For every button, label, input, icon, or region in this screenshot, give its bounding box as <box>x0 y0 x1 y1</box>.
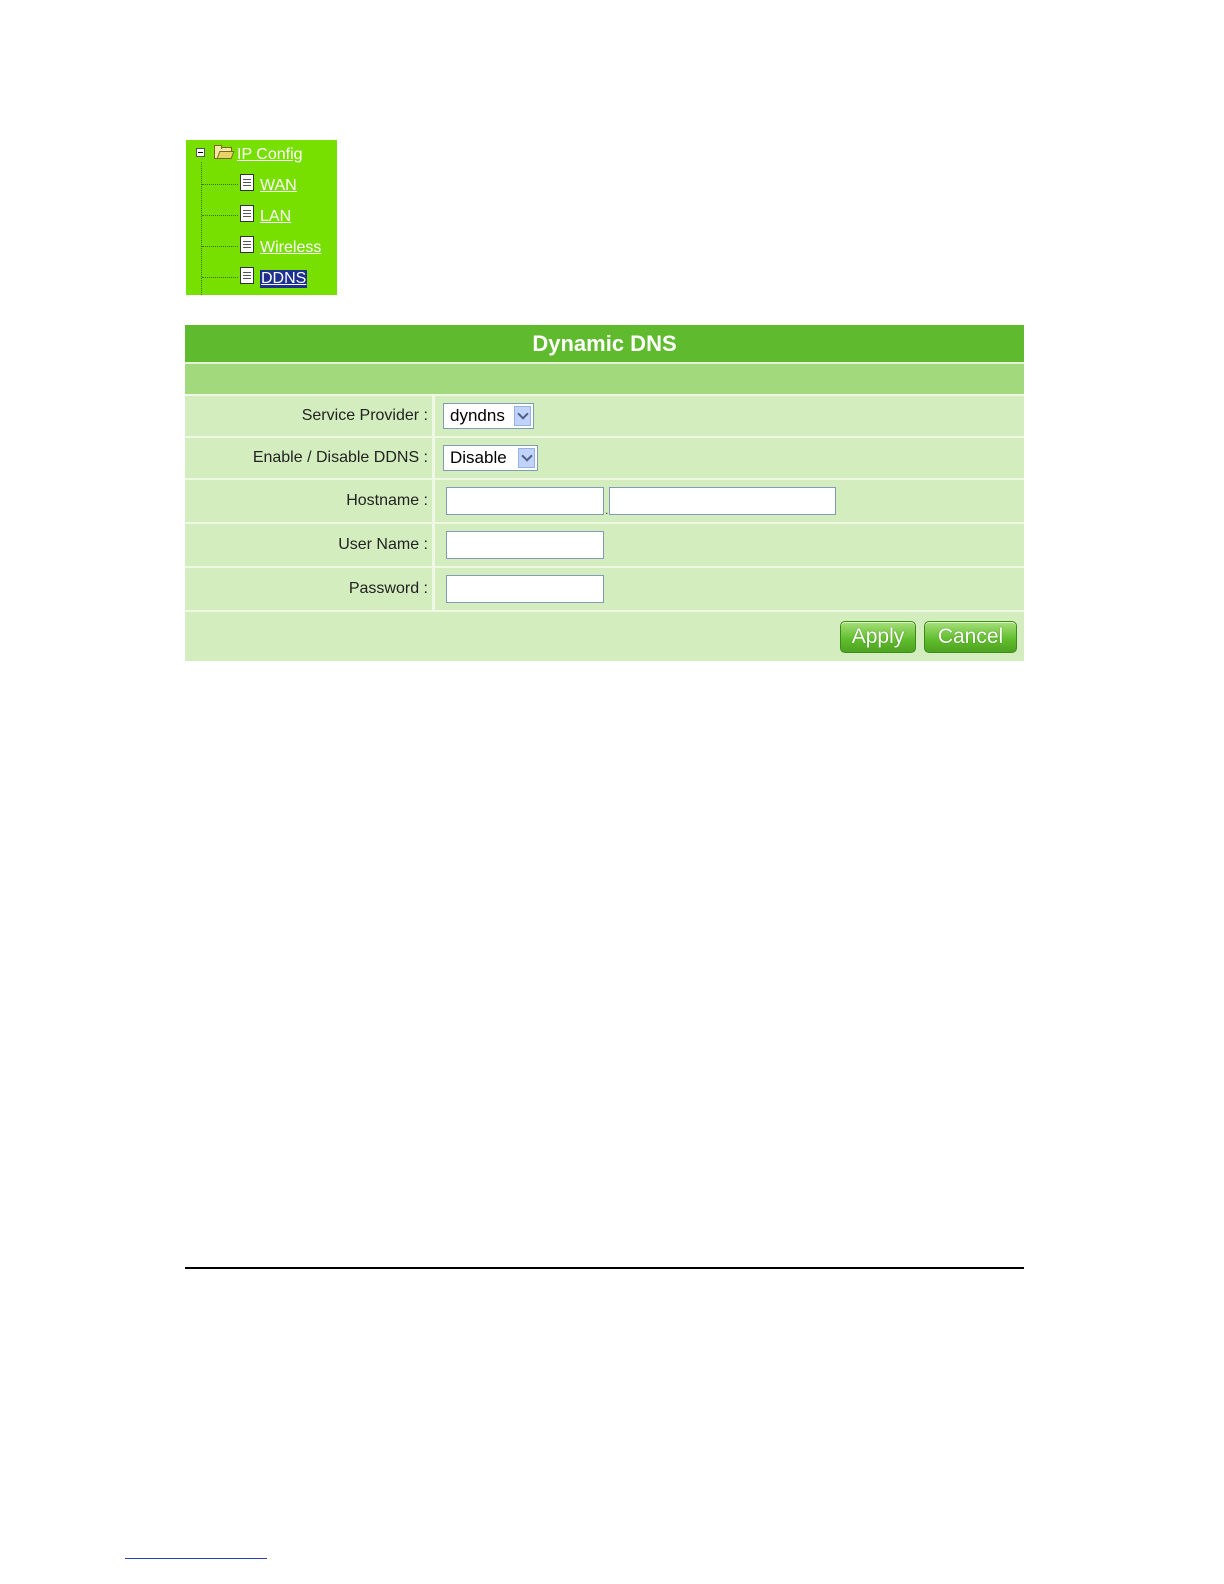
document-icon <box>240 174 254 191</box>
tree-connector <box>202 184 238 185</box>
tree-item-label[interactable]: LAN <box>260 208 292 225</box>
document-icon <box>240 205 254 222</box>
chevron-down-icon[interactable] <box>518 448 535 468</box>
service-provider-select[interactable] <box>443 403 534 429</box>
tree-item-label[interactable]: Wireless <box>260 239 322 256</box>
tree-connector <box>201 162 202 295</box>
nav-tree <box>186 140 337 295</box>
tree-connector <box>202 215 238 216</box>
username-label: User Name : <box>338 536 428 553</box>
footer-link-underline <box>125 1558 267 1559</box>
hostname-input[interactable] <box>446 487 604 515</box>
password-input[interactable] <box>446 575 604 603</box>
header-spacer <box>185 362 1024 394</box>
panel-title: Dynamic DNS <box>185 325 1024 362</box>
username-row <box>185 522 1024 566</box>
tree-connector <box>202 246 238 247</box>
cancel-button[interactable]: Cancel <box>924 621 1017 653</box>
hostname-separator: . <box>605 503 609 517</box>
service-provider-value: dyndns <box>450 406 505 425</box>
chevron-down-icon[interactable] <box>514 406 531 426</box>
page-divider <box>185 1267 1024 1269</box>
apply-button[interactable]: Apply <box>840 621 916 653</box>
service-provider-row <box>185 394 1024 436</box>
hostname-row <box>185 478 1024 522</box>
hostname-label: Hostname : <box>346 492 428 509</box>
tree-connector <box>202 277 238 278</box>
button-row <box>185 610 1024 661</box>
tree-item-label[interactable]: WAN <box>260 177 297 194</box>
password-label: Password : <box>348 580 428 597</box>
enable-ddns-value: Disable <box>450 448 507 467</box>
collapse-icon[interactable] <box>196 148 205 157</box>
domain-input[interactable] <box>609 487 836 515</box>
service-provider-label: Service Provider : <box>301 407 428 424</box>
enable-ddns-label: Enable / Disable DDNS : <box>252 449 428 466</box>
document-icon <box>240 267 254 284</box>
tree-item-label[interactable]: DDNS <box>261 270 307 287</box>
document-icon <box>240 236 254 253</box>
ddns-panel <box>185 325 1024 661</box>
enable-ddns-select[interactable] <box>443 445 538 471</box>
password-row <box>185 566 1024 610</box>
username-input[interactable] <box>446 531 604 559</box>
enable-ddns-row <box>185 436 1024 478</box>
tree-root-ip-config[interactable]: IP Config <box>237 146 303 163</box>
folder-open-icon <box>214 145 234 159</box>
